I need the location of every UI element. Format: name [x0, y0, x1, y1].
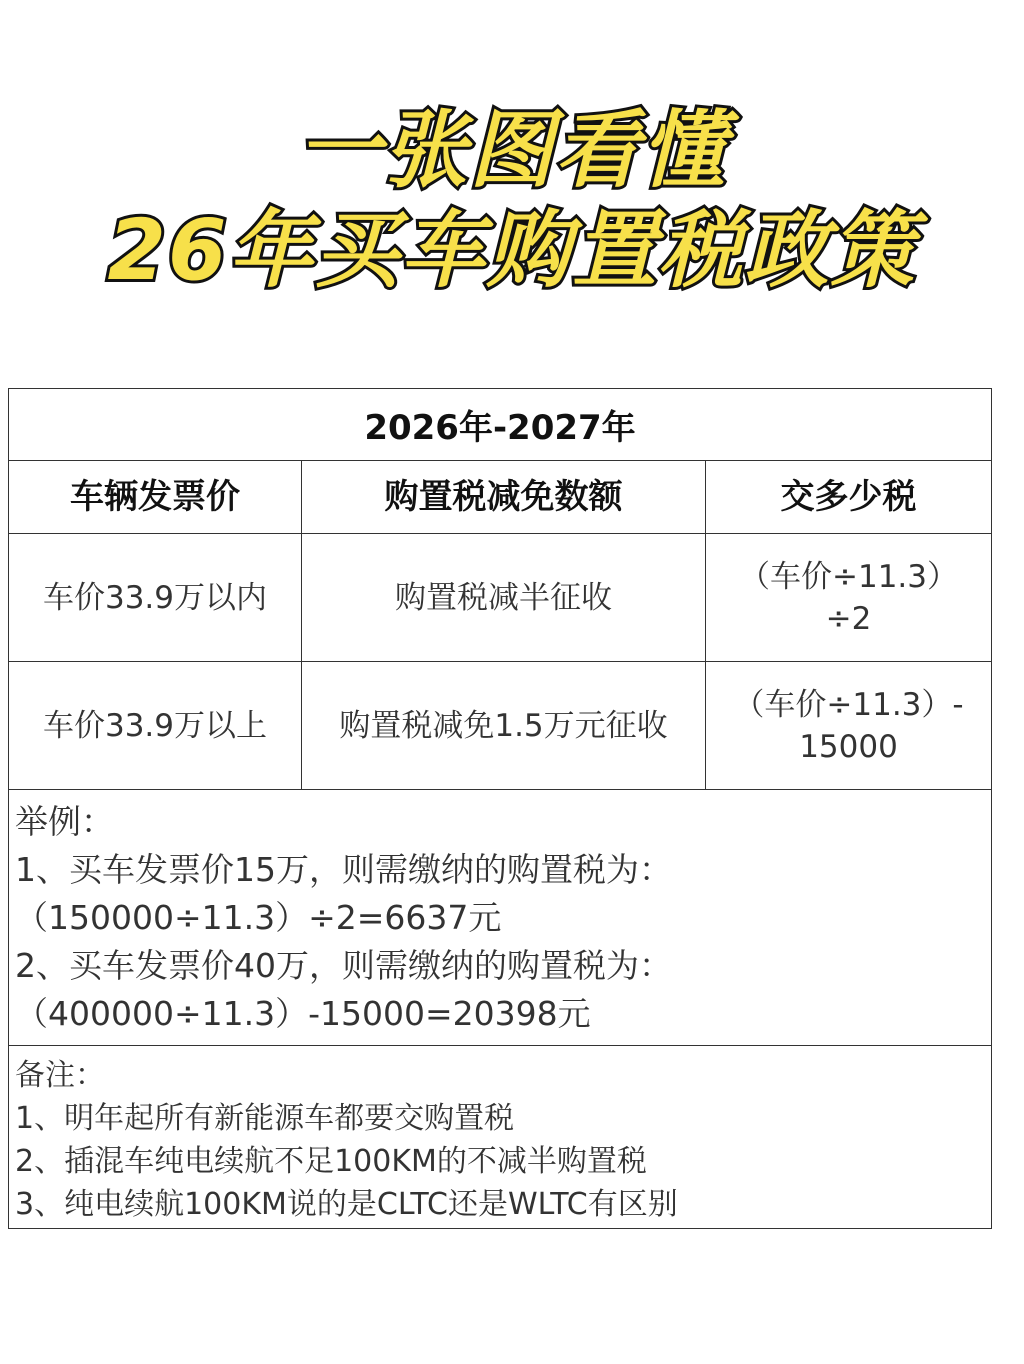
- price-cell: 车价33.9万以内: [9, 534, 302, 661]
- example-line: （150000÷11.3）÷2=6637元: [15, 898, 502, 937]
- table-header-row: [9, 461, 991, 534]
- tax-policy-table: [8, 388, 992, 1229]
- notes-section: [9, 1046, 991, 1228]
- tax-cell: [706, 534, 991, 661]
- column-header-price: 车辆发票价: [9, 461, 302, 533]
- example-line: （400000÷11.3）-15000=20398元: [15, 994, 591, 1033]
- reduction-cell: 购置税减免1.5万元征收: [302, 662, 706, 789]
- example-line: 1、买车发票价15万，则需缴纳的购置税为：: [15, 850, 672, 889]
- period-label: 2026年-2027年: [364, 408, 636, 448]
- column-header-tax: 交多少税: [780, 477, 917, 517]
- column-header-reduction: 购置税减免数额: [302, 461, 706, 533]
- example-heading: 举例：: [15, 802, 114, 841]
- period-row: [9, 389, 991, 461]
- price-cell: 车价33.9万以上: [9, 662, 302, 789]
- tax-formula-line1: （车价÷11.3）-: [733, 686, 964, 723]
- tax-cell: [706, 662, 991, 789]
- note-line: 3、纯电续航100KM说的是CLTC还是WLTC有区别: [15, 1187, 678, 1222]
- notes-heading: 备注：: [15, 1058, 105, 1093]
- tax-formula-line2: 15000: [799, 728, 898, 765]
- page-title-line1: 一张图看懂: [296, 101, 727, 199]
- example-section: [9, 790, 991, 1046]
- table-row: [9, 534, 991, 662]
- tax-formula-line1: （车价÷11.3）: [739, 558, 958, 595]
- reduction-cell: 购置税减半征收: [302, 534, 706, 661]
- example-line: 2、买车发票价40万，则需缴纳的购置税为：: [15, 946, 672, 985]
- table-row: [9, 662, 991, 790]
- note-line: 2、插混车纯电续航不足100KM的不减半购置税: [15, 1144, 647, 1179]
- tax-formula-line2: ÷2: [825, 600, 872, 637]
- note-line: 1、明年起所有新能源车都要交购置税: [15, 1101, 515, 1136]
- page-title-line2: 26年买车购置税政策: [107, 201, 917, 299]
